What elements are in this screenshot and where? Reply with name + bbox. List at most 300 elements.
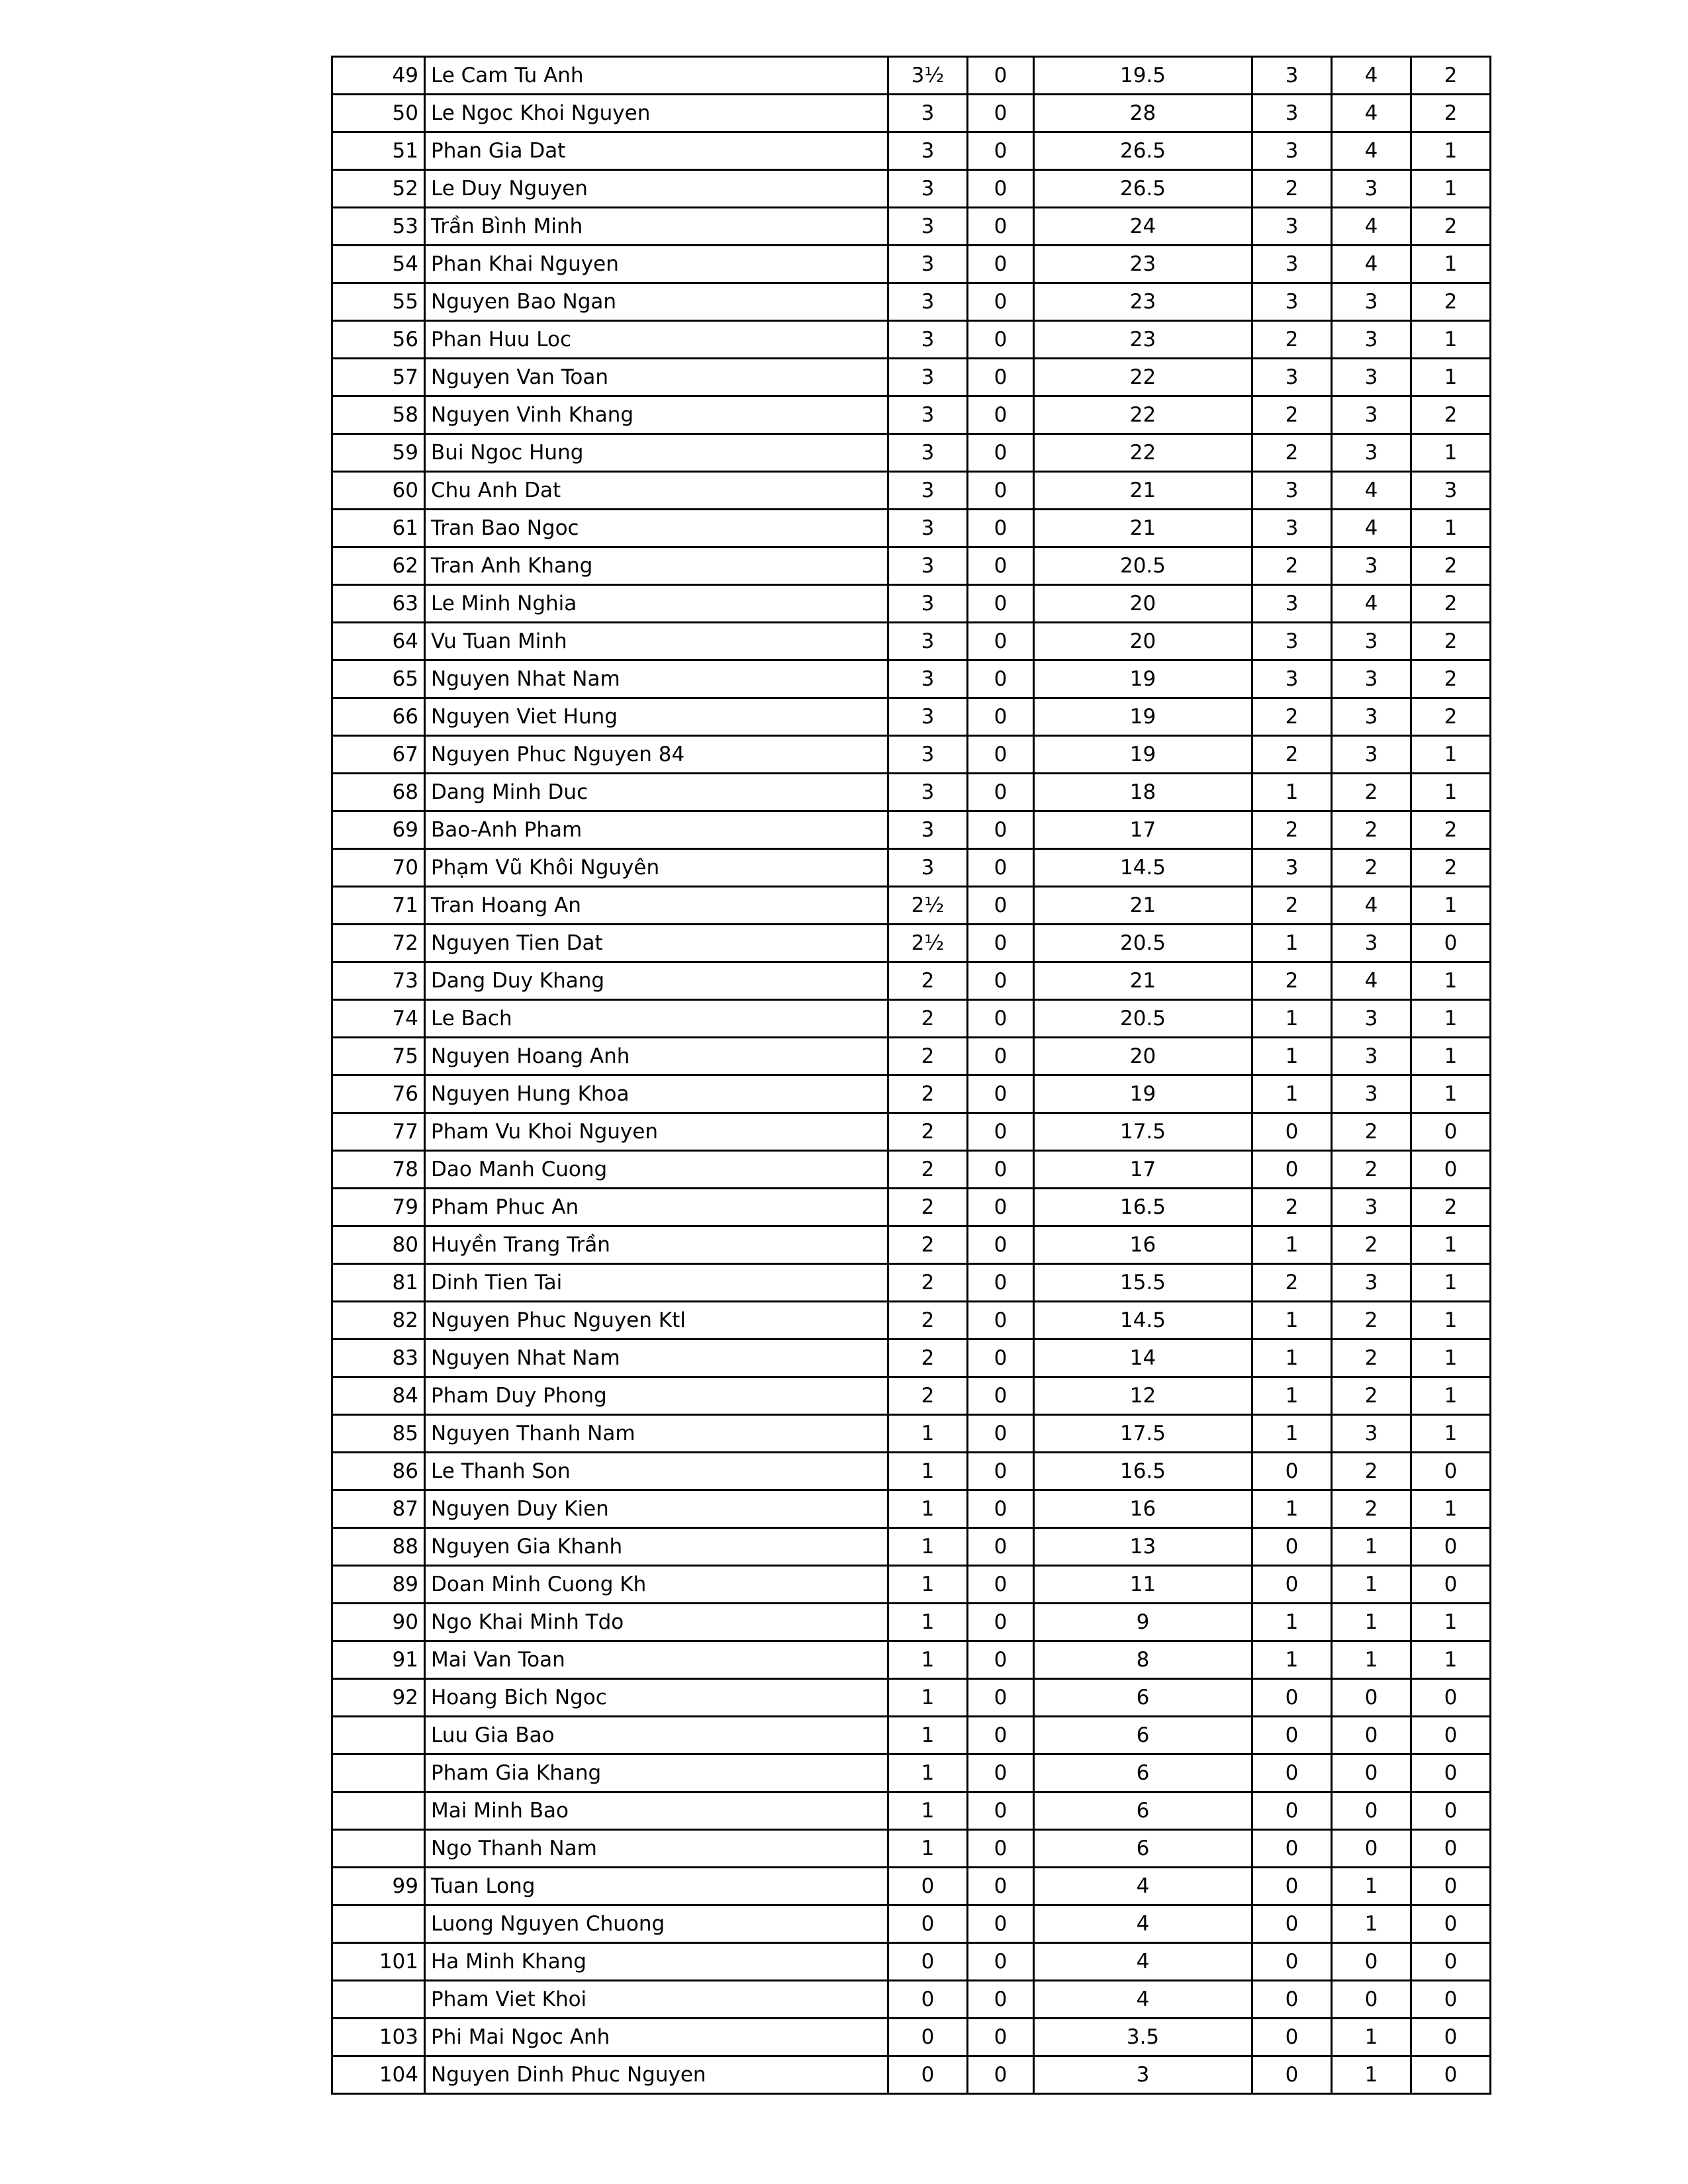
- cell-rank: 54: [332, 246, 425, 283]
- cell-rank: 77: [332, 1113, 425, 1151]
- cell-player-name: Mai Van Toan: [425, 1641, 888, 1679]
- cell-rank: 55: [332, 283, 425, 321]
- cell-points: 2: [888, 1038, 968, 1075]
- cell-tiebreak-4: 0: [1411, 925, 1491, 962]
- cell-tiebreak-3: 4: [1332, 510, 1411, 547]
- table-row: [332, 1679, 1491, 1717]
- table-row: [332, 1000, 1491, 1038]
- table-row: [332, 1415, 1491, 1453]
- cell-tiebreak-1: 17.5: [1034, 1415, 1252, 1453]
- cell-tiebreak-1: 23: [1034, 283, 1252, 321]
- cell-tiebreak-2: 1: [1252, 1038, 1332, 1075]
- cell-tiebreak-3: 3: [1332, 396, 1411, 434]
- cell-player-name: Tran Bao Ngoc: [425, 510, 888, 547]
- cell-tiebreak-1: 6: [1034, 1717, 1252, 1754]
- cell-tiebreak-2: 0: [1252, 1905, 1332, 1943]
- table-row: [332, 1641, 1491, 1679]
- cell-tiebreak-3: 0: [1332, 1754, 1411, 1792]
- cell-points: 2: [888, 1189, 968, 1226]
- cell-player-name: Nguyen Nhat Nam: [425, 1340, 888, 1377]
- cell-rank: 66: [332, 698, 425, 736]
- cell-zero: 0: [968, 1038, 1034, 1075]
- cell-zero: 0: [968, 283, 1034, 321]
- cell-zero: 0: [968, 1943, 1034, 1981]
- cell-tiebreak-4: 2: [1411, 1189, 1491, 1226]
- table-row: [332, 1226, 1491, 1264]
- cell-player-name: Le Thanh Son: [425, 1453, 888, 1490]
- cell-tiebreak-2: 1: [1252, 1490, 1332, 1528]
- cell-points: 3: [888, 396, 968, 434]
- cell-tiebreak-3: 4: [1332, 246, 1411, 283]
- table-row: [332, 1189, 1491, 1226]
- cell-tiebreak-4: 0: [1411, 1717, 1491, 1754]
- cell-tiebreak-4: 1: [1411, 774, 1491, 811]
- cell-tiebreak-2: 0: [1252, 1981, 1332, 2019]
- cell-points: 2: [888, 1264, 968, 1302]
- table-row: [332, 132, 1491, 170]
- cell-tiebreak-3: 2: [1332, 1113, 1411, 1151]
- cell-tiebreak-2: 2: [1252, 434, 1332, 472]
- cell-rank: 85: [332, 1415, 425, 1453]
- cell-tiebreak-4: 2: [1411, 396, 1491, 434]
- cell-zero: 0: [968, 1151, 1034, 1189]
- cell-points: 1: [888, 1566, 968, 1604]
- cell-zero: 0: [968, 1189, 1034, 1226]
- cell-tiebreak-3: 4: [1332, 95, 1411, 132]
- cell-tiebreak-1: 16: [1034, 1490, 1252, 1528]
- cell-zero: 0: [968, 547, 1034, 585]
- cell-tiebreak-3: 0: [1332, 1943, 1411, 1981]
- cell-tiebreak-3: 4: [1332, 208, 1411, 246]
- cell-tiebreak-3: 4: [1332, 472, 1411, 510]
- cell-zero: 0: [968, 1377, 1034, 1415]
- cell-tiebreak-1: 4: [1034, 1981, 1252, 2019]
- cell-rank: 90: [332, 1604, 425, 1641]
- cell-tiebreak-4: 1: [1411, 887, 1491, 925]
- cell-tiebreak-1: 4: [1034, 1943, 1252, 1981]
- cell-tiebreak-1: 6: [1034, 1830, 1252, 1868]
- cell-zero: 0: [968, 1679, 1034, 1717]
- cell-rank: 69: [332, 811, 425, 849]
- cell-tiebreak-4: 0: [1411, 1943, 1491, 1981]
- cell-rank: 71: [332, 887, 425, 925]
- cell-zero: 0: [968, 1792, 1034, 1830]
- cell-tiebreak-2: 3: [1252, 57, 1332, 95]
- cell-player-name: Nguyen Van Toan: [425, 359, 888, 396]
- cell-zero: 0: [968, 736, 1034, 774]
- cell-tiebreak-4: 1: [1411, 510, 1491, 547]
- cell-player-name: Phi Mai Ngoc Anh: [425, 2019, 888, 2056]
- cell-points: 1: [888, 1679, 968, 1717]
- cell-points: 0: [888, 1981, 968, 2019]
- cell-tiebreak-3: 2: [1332, 1151, 1411, 1189]
- cell-points: 3: [888, 170, 968, 208]
- cell-tiebreak-3: 2: [1332, 1340, 1411, 1377]
- cell-tiebreak-2: 3: [1252, 246, 1332, 283]
- cell-tiebreak-4: 0: [1411, 1981, 1491, 2019]
- cell-tiebreak-1: 20: [1034, 585, 1252, 623]
- cell-zero: 0: [968, 1717, 1034, 1754]
- cell-zero: 0: [968, 1981, 1034, 2019]
- cell-player-name: Dang Minh Duc: [425, 774, 888, 811]
- cell-tiebreak-4: 2: [1411, 623, 1491, 660]
- cell-tiebreak-4: 1: [1411, 1340, 1491, 1377]
- cell-tiebreak-1: 22: [1034, 396, 1252, 434]
- cell-player-name: Phạm Vũ Khôi Nguyên: [425, 849, 888, 887]
- cell-tiebreak-1: 19.5: [1034, 57, 1252, 95]
- table-row: [332, 1264, 1491, 1302]
- table-row: [332, 1868, 1491, 1905]
- cell-tiebreak-2: 1: [1252, 774, 1332, 811]
- cell-tiebreak-4: 1: [1411, 736, 1491, 774]
- cell-points: 3: [888, 547, 968, 585]
- cell-tiebreak-4: 0: [1411, 1679, 1491, 1717]
- table-row: [332, 1075, 1491, 1113]
- cell-tiebreak-2: 0: [1252, 1528, 1332, 1566]
- cell-tiebreak-3: 1: [1332, 2019, 1411, 2056]
- cell-zero: 0: [968, 925, 1034, 962]
- cell-tiebreak-1: 28: [1034, 95, 1252, 132]
- cell-rank: 59: [332, 434, 425, 472]
- cell-rank: 73: [332, 962, 425, 1000]
- cell-rank: 53: [332, 208, 425, 246]
- cell-player-name: Dao Manh Cuong: [425, 1151, 888, 1189]
- cell-rank: 57: [332, 359, 425, 396]
- cell-tiebreak-3: 3: [1332, 547, 1411, 585]
- cell-zero: 0: [968, 623, 1034, 660]
- cell-player-name: Pham Gia Khang: [425, 1754, 888, 1792]
- cell-player-name: Nguyen Dinh Phuc Nguyen: [425, 2056, 888, 2094]
- cell-points: 2: [888, 1377, 968, 1415]
- table-row: [332, 246, 1491, 283]
- table-row: [332, 925, 1491, 962]
- cell-points: 3: [888, 472, 968, 510]
- cell-tiebreak-4: 1: [1411, 170, 1491, 208]
- cell-rank: 49: [332, 57, 425, 95]
- cell-zero: 0: [968, 396, 1034, 434]
- cell-tiebreak-2: 3: [1252, 95, 1332, 132]
- cell-tiebreak-2: 3: [1252, 510, 1332, 547]
- cell-tiebreak-1: 6: [1034, 1679, 1252, 1717]
- cell-player-name: Ha Minh Khang: [425, 1943, 888, 1981]
- cell-tiebreak-2: 2: [1252, 698, 1332, 736]
- cell-rank: 75: [332, 1038, 425, 1075]
- cell-tiebreak-2: 0: [1252, 2019, 1332, 2056]
- cell-rank: 52: [332, 170, 425, 208]
- table-row: [332, 472, 1491, 510]
- cell-tiebreak-3: 4: [1332, 962, 1411, 1000]
- cell-player-name: Hoang Bich Ngoc: [425, 1679, 888, 1717]
- table-row: [332, 698, 1491, 736]
- cell-tiebreak-4: 2: [1411, 585, 1491, 623]
- table-row: [332, 1943, 1491, 1981]
- cell-points: 2½: [888, 925, 968, 962]
- cell-tiebreak-2: 0: [1252, 1566, 1332, 1604]
- table-row: [332, 1566, 1491, 1604]
- cell-tiebreak-2: 1: [1252, 1604, 1332, 1641]
- cell-tiebreak-2: 0: [1252, 1792, 1332, 1830]
- cell-tiebreak-1: 15.5: [1034, 1264, 1252, 1302]
- cell-rank: 82: [332, 1302, 425, 1340]
- cell-tiebreak-2: 3: [1252, 132, 1332, 170]
- cell-zero: 0: [968, 170, 1034, 208]
- cell-tiebreak-2: 0: [1252, 1113, 1332, 1151]
- cell-points: 1: [888, 1453, 968, 1490]
- table-row: [332, 95, 1491, 132]
- cell-rank: 84: [332, 1377, 425, 1415]
- cell-tiebreak-1: 14.5: [1034, 849, 1252, 887]
- table-row: [332, 585, 1491, 623]
- cell-rank: 64: [332, 623, 425, 660]
- table-row: [332, 1453, 1491, 1490]
- cell-tiebreak-2: 0: [1252, 1151, 1332, 1189]
- cell-tiebreak-4: 2: [1411, 283, 1491, 321]
- cell-rank: 83: [332, 1340, 425, 1377]
- cell-points: 3: [888, 95, 968, 132]
- cell-points: 2: [888, 962, 968, 1000]
- cell-tiebreak-3: 1: [1332, 1641, 1411, 1679]
- cell-tiebreak-2: 0: [1252, 1717, 1332, 1754]
- cell-player-name: Phan Khai Nguyen: [425, 246, 888, 283]
- cell-player-name: Doan Minh Cuong Kh: [425, 1566, 888, 1604]
- cell-tiebreak-3: 3: [1332, 321, 1411, 359]
- cell-zero: 0: [968, 208, 1034, 246]
- cell-zero: 0: [968, 95, 1034, 132]
- cell-rank: 104: [332, 2056, 425, 2094]
- table-row: [332, 887, 1491, 925]
- cell-tiebreak-2: 0: [1252, 1868, 1332, 1905]
- cell-tiebreak-1: 21: [1034, 472, 1252, 510]
- cell-zero: 0: [968, 2056, 1034, 2094]
- cell-zero: 0: [968, 1905, 1034, 1943]
- cell-tiebreak-2: 1: [1252, 1377, 1332, 1415]
- cell-points: 0: [888, 2056, 968, 2094]
- cell-tiebreak-4: 0: [1411, 1453, 1491, 1490]
- cell-points: 3: [888, 849, 968, 887]
- cell-tiebreak-2: 1: [1252, 1226, 1332, 1264]
- cell-tiebreak-2: 1: [1252, 1075, 1332, 1113]
- cell-points: 3: [888, 698, 968, 736]
- cell-player-name: Nguyen Bao Ngan: [425, 283, 888, 321]
- cell-zero: 0: [968, 2019, 1034, 2056]
- cell-tiebreak-3: 1: [1332, 1566, 1411, 1604]
- cell-zero: 0: [968, 1641, 1034, 1679]
- cell-player-name: Bao-Anh Pham: [425, 811, 888, 849]
- cell-rank: 68: [332, 774, 425, 811]
- cell-tiebreak-3: 3: [1332, 1189, 1411, 1226]
- cell-player-name: Le Ngoc Khoi Nguyen: [425, 95, 888, 132]
- cell-points: 3: [888, 811, 968, 849]
- cell-tiebreak-2: 3: [1252, 359, 1332, 396]
- cell-tiebreak-1: 23: [1034, 321, 1252, 359]
- table-row: [332, 1377, 1491, 1415]
- table-row: [332, 1981, 1491, 2019]
- cell-tiebreak-2: 2: [1252, 170, 1332, 208]
- cell-tiebreak-4: 2: [1411, 95, 1491, 132]
- cell-points: 3: [888, 623, 968, 660]
- cell-tiebreak-4: 1: [1411, 962, 1491, 1000]
- cell-tiebreak-4: 1: [1411, 1000, 1491, 1038]
- cell-tiebreak-1: 20.5: [1034, 925, 1252, 962]
- cell-points: 1: [888, 1792, 968, 1830]
- cell-tiebreak-4: 2: [1411, 698, 1491, 736]
- cell-player-name: Huyền Trang Trần: [425, 1226, 888, 1264]
- table-row: [332, 849, 1491, 887]
- cell-tiebreak-2: 2: [1252, 1264, 1332, 1302]
- cell-zero: 0: [968, 57, 1034, 95]
- table-row: [332, 1830, 1491, 1868]
- cell-zero: 0: [968, 660, 1034, 698]
- cell-player-name: Mai Minh Bao: [425, 1792, 888, 1830]
- cell-points: 3: [888, 736, 968, 774]
- cell-player-name: Tuan Long: [425, 1868, 888, 1905]
- cell-tiebreak-1: 22: [1034, 359, 1252, 396]
- cell-rank: [332, 1981, 425, 2019]
- table-row: [332, 623, 1491, 660]
- cell-player-name: Le Minh Nghia: [425, 585, 888, 623]
- cell-tiebreak-4: 2: [1411, 660, 1491, 698]
- table-row: [332, 170, 1491, 208]
- table-row: [332, 660, 1491, 698]
- cell-tiebreak-1: 6: [1034, 1754, 1252, 1792]
- cell-tiebreak-4: 1: [1411, 1226, 1491, 1264]
- cell-rank: 78: [332, 1151, 425, 1189]
- cell-tiebreak-3: 3: [1332, 1264, 1411, 1302]
- cell-tiebreak-2: 1: [1252, 1415, 1332, 1453]
- cell-tiebreak-1: 12: [1034, 1377, 1252, 1415]
- cell-tiebreak-1: 16.5: [1034, 1453, 1252, 1490]
- cell-tiebreak-3: 3: [1332, 1075, 1411, 1113]
- cell-tiebreak-1: 13: [1034, 1528, 1252, 1566]
- cell-tiebreak-1: 17: [1034, 811, 1252, 849]
- cell-rank: 60: [332, 472, 425, 510]
- cell-tiebreak-4: 0: [1411, 1754, 1491, 1792]
- cell-rank: [332, 1754, 425, 1792]
- cell-tiebreak-4: 2: [1411, 57, 1491, 95]
- table-row: [332, 1528, 1491, 1566]
- cell-tiebreak-4: 1: [1411, 1377, 1491, 1415]
- cell-tiebreak-4: 0: [1411, 1868, 1491, 1905]
- cell-zero: 0: [968, 1830, 1034, 1868]
- cell-points: 3: [888, 321, 968, 359]
- cell-tiebreak-1: 3: [1034, 2056, 1252, 2094]
- cell-tiebreak-4: 1: [1411, 1641, 1491, 1679]
- cell-tiebreak-3: 2: [1332, 849, 1411, 887]
- cell-rank: 72: [332, 925, 425, 962]
- cell-tiebreak-2: 0: [1252, 2056, 1332, 2094]
- cell-zero: 0: [968, 1868, 1034, 1905]
- cell-tiebreak-1: 4: [1034, 1868, 1252, 1905]
- cell-tiebreak-3: 2: [1332, 1302, 1411, 1340]
- cell-zero: 0: [968, 472, 1034, 510]
- cell-player-name: Luong Nguyen Chuong: [425, 1905, 888, 1943]
- cell-points: 3: [888, 510, 968, 547]
- cell-zero: 0: [968, 132, 1034, 170]
- cell-tiebreak-3: 3: [1332, 359, 1411, 396]
- cell-player-name: Phan Gia Dat: [425, 132, 888, 170]
- cell-zero: 0: [968, 359, 1034, 396]
- cell-points: 3½: [888, 57, 968, 95]
- cell-zero: 0: [968, 1566, 1034, 1604]
- cell-points: 3: [888, 585, 968, 623]
- cell-tiebreak-3: 2: [1332, 1377, 1411, 1415]
- cell-rank: 92: [332, 1679, 425, 1717]
- cell-tiebreak-2: 3: [1252, 585, 1332, 623]
- cell-tiebreak-3: 3: [1332, 1000, 1411, 1038]
- cell-tiebreak-4: 0: [1411, 2019, 1491, 2056]
- cell-tiebreak-2: 1: [1252, 1000, 1332, 1038]
- cell-tiebreak-2: 0: [1252, 1943, 1332, 1981]
- cell-tiebreak-2: 0: [1252, 1830, 1332, 1868]
- cell-tiebreak-2: 2: [1252, 962, 1332, 1000]
- cell-tiebreak-3: 1: [1332, 1905, 1411, 1943]
- cell-tiebreak-3: 4: [1332, 887, 1411, 925]
- cell-zero: 0: [968, 1264, 1034, 1302]
- table-row: [332, 434, 1491, 472]
- cell-tiebreak-2: 2: [1252, 811, 1332, 849]
- cell-zero: 0: [968, 1113, 1034, 1151]
- cell-rank: 61: [332, 510, 425, 547]
- cell-points: 1: [888, 1528, 968, 1566]
- cell-player-name: Tran Anh Khang: [425, 547, 888, 585]
- cell-points: 2: [888, 1151, 968, 1189]
- cell-tiebreak-3: 3: [1332, 698, 1411, 736]
- cell-tiebreak-2: 3: [1252, 283, 1332, 321]
- cell-zero: 0: [968, 1415, 1034, 1453]
- cell-points: 1: [888, 1830, 968, 1868]
- table-row: [332, 510, 1491, 547]
- cell-rank: 91: [332, 1641, 425, 1679]
- cell-tiebreak-2: 2: [1252, 1189, 1332, 1226]
- cell-zero: 0: [968, 1453, 1034, 1490]
- table-row: [332, 547, 1491, 585]
- cell-rank: 51: [332, 132, 425, 170]
- cell-points: 2: [888, 1075, 968, 1113]
- cell-player-name: Nguyen Phuc Nguyen Ktl: [425, 1302, 888, 1340]
- cell-player-name: Bui Ngoc Hung: [425, 434, 888, 472]
- cell-tiebreak-4: 2: [1411, 547, 1491, 585]
- cell-rank: 103: [332, 2019, 425, 2056]
- cell-tiebreak-4: 1: [1411, 246, 1491, 283]
- cell-player-name: Nguyen Tien Dat: [425, 925, 888, 962]
- table-row: [332, 774, 1491, 811]
- cell-tiebreak-2: 2: [1252, 396, 1332, 434]
- cell-points: 3: [888, 283, 968, 321]
- cell-tiebreak-4: 1: [1411, 1302, 1491, 1340]
- cell-points: 2: [888, 1302, 968, 1340]
- cell-tiebreak-4: 1: [1411, 359, 1491, 396]
- cell-rank: 81: [332, 1264, 425, 1302]
- cell-tiebreak-1: 8: [1034, 1641, 1252, 1679]
- cell-tiebreak-3: 3: [1332, 660, 1411, 698]
- cell-tiebreak-3: 3: [1332, 283, 1411, 321]
- cell-tiebreak-3: 3: [1332, 925, 1411, 962]
- cell-rank: 87: [332, 1490, 425, 1528]
- cell-tiebreak-3: 2: [1332, 811, 1411, 849]
- cell-rank: 99: [332, 1868, 425, 1905]
- cell-zero: 0: [968, 1340, 1034, 1377]
- cell-points: 0: [888, 1868, 968, 1905]
- cell-tiebreak-4: 2: [1411, 849, 1491, 887]
- cell-tiebreak-3: 2: [1332, 774, 1411, 811]
- cell-tiebreak-3: 3: [1332, 170, 1411, 208]
- cell-tiebreak-3: 2: [1332, 1453, 1411, 1490]
- cell-player-name: Nguyen Thanh Nam: [425, 1415, 888, 1453]
- cell-zero: 0: [968, 585, 1034, 623]
- table-row: [332, 321, 1491, 359]
- cell-zero: 0: [968, 321, 1034, 359]
- cell-tiebreak-2: 3: [1252, 472, 1332, 510]
